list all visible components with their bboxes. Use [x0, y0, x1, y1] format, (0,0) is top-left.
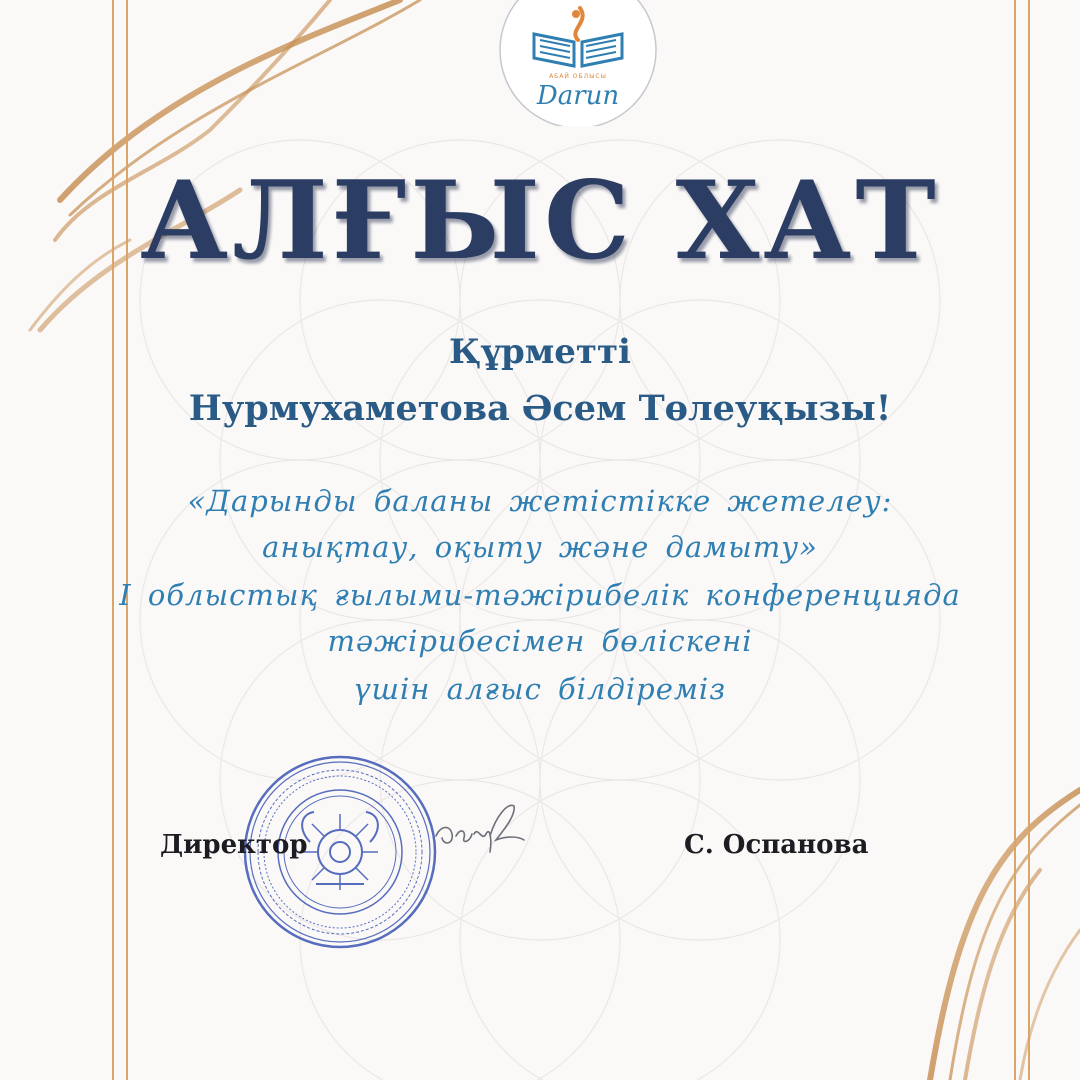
signatory-role: Директор	[160, 830, 308, 860]
handwritten-signature	[430, 796, 530, 876]
signatory-name: С. Оспанова	[684, 830, 869, 860]
organization-logo	[498, 0, 658, 126]
svg-text:Darun: Darun	[536, 81, 620, 111]
body-line: үшін алғыс білдіреміз	[353, 672, 727, 706]
document-title: АЛҒЫС ХАТ	[140, 158, 940, 284]
body-line: «Дарынды баланы жетістікке жетелеу:	[187, 484, 893, 518]
body-line: тәжірибесімен бөліскені	[327, 624, 753, 658]
recipient-name: Нурмухаметова Әсем Төлеуқызы!	[188, 388, 892, 429]
salutation: Құрметті	[449, 332, 631, 372]
body-line: анықтау, оқыту және дамыту»	[262, 530, 818, 564]
svg-text:АБАЙ ОБЛЫСЫ: АБАЙ ОБЛЫСЫ	[549, 73, 607, 80]
body-line: I облыстық ғылыми-тәжірибелік конференцияда	[119, 578, 961, 612]
